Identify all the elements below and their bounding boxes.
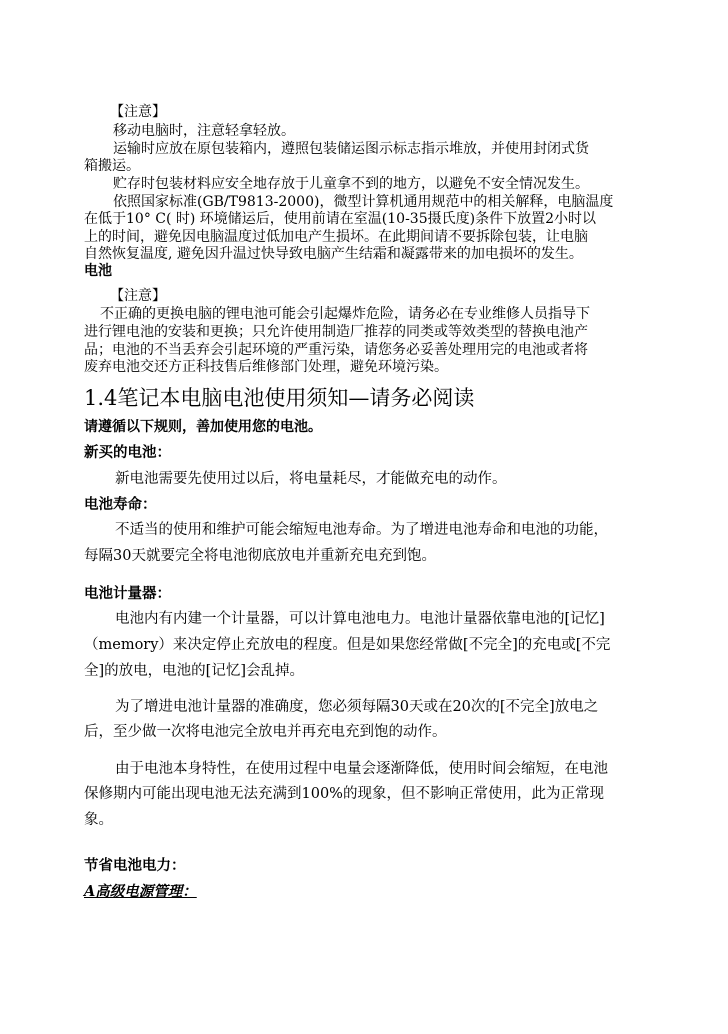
battery-gauge-line: 为了增进电池计量器的准确度，您必须每隔30天或在20次的[不完全]放电之 [115, 699, 599, 715]
notice-line: 依照国家标准(GB/T9813-2000)，微型计算机通用规范中的相关解释，电脑温度 [113, 194, 614, 210]
battery-life-heading: 电池寿命： [84, 496, 157, 513]
battery-heading: 电池 [84, 263, 112, 279]
new-battery-heading: 新买的电池： [84, 444, 171, 461]
notice-label: 【注意】 [110, 104, 166, 120]
battery-gauge-heading: 电池计量器： [84, 585, 171, 602]
battery-gauge-line: 由于电池本身特性，在使用过程中电量会逐渐降低，使用时间会缩短，在电池 [115, 761, 608, 777]
notice-line: 不正确的更换电脑的锂电池可能会引起爆炸危险，请务必在专业维修人员指导下 [100, 306, 590, 322]
battery-gauge-line: （memory）来决定停止充放电的程度。但是如果您经常做[不完全]的充电或[不完 [84, 637, 611, 653]
save-power-heading: 节省电池电力： [84, 857, 186, 874]
power-management-subheading: A高级电源管理： [84, 883, 197, 900]
notice-line: 运输时应放在原包装箱内，遵照包装储运图示标志指示堆放，并使用封闭式货 [113, 141, 589, 157]
section-title: 1.4笔记本电脑电池使用须知—请务必阅读 [84, 386, 475, 410]
battery-gauge-line: 电池内有内建一个计量器，可以计算电池电力。电池计量器依靠电池的[记忆] [115, 611, 605, 627]
notice-line: 进行锂电池的安装和更换；只允许使用制造厂推荐的同类或等效类型的替换电池产 [84, 324, 588, 340]
battery-gauge-line: 后，至少做一次将电池完全放电并再充电充到饱的动作。 [84, 724, 447, 740]
notice-line: 在低于10° C( 时) 环境储运后，使用前请在室温(10-35摄氏度)条件下放置2小时以 [84, 211, 596, 227]
notice-line: 上的时间，避免因电脑温度过低加电产生损坏。在此期间请不要拆除包装，让电脑 [84, 229, 588, 245]
notice-line: 贮存时包装材料应安全地存放于儿童拿不到的地方，以避免不安全情况发生。 [113, 176, 589, 192]
battery-gauge-line: 象。 [84, 812, 113, 828]
notice-line: 品；电池的不当丢弃会引起环境的严重污染，请您务必妥善处理用完的电池或者将 [84, 342, 588, 358]
battery-gauge-line: 保修期内可能出现电池无法充满到100%的现象，但不影响正常使用，此为正常现 [84, 786, 604, 802]
notice-line: 废弃电池交还方正科技售后维修部门处理，避免环境污染。 [84, 359, 448, 375]
notice-line: 箱搬运。 [84, 158, 140, 174]
intro-text: 请遵循以下规则，善加使用您的电池。 [84, 419, 322, 435]
notice-label: 【注意】 [110, 288, 166, 304]
battery-gauge-line: 全]的放电，电池的[记忆]会乱掉。 [84, 663, 304, 679]
notice-line: 移动电脑时，注意轻拿轻放。 [113, 123, 295, 139]
battery-life-line: 不适当的使用和维护可能会缩短电池寿命。为了增进电池寿命和电池的功能， [115, 522, 608, 538]
notice-line: 自然恢复温度, 避免因升温过快导致电脑产生结霜和凝露带来的加电损坏的发生。 [84, 246, 583, 262]
new-battery-text: 新电池需要先使用过以后，将电量耗尽，才能做充电的动作。 [115, 471, 507, 487]
battery-life-line: 每隔30天就要完全将电池彻底放电并重新充电充到饱。 [84, 548, 436, 564]
